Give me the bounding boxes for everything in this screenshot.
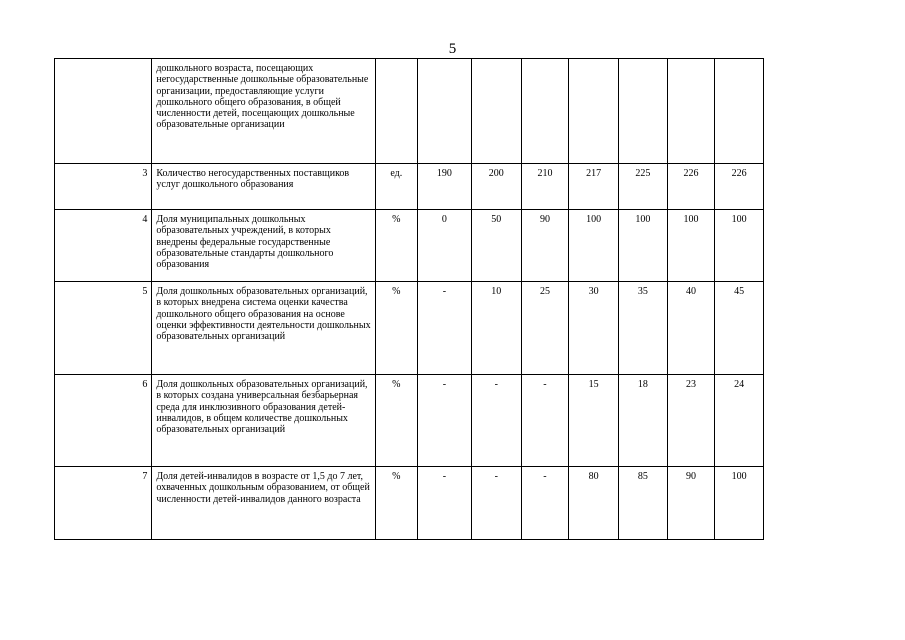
page-number: 5 [448, 41, 457, 57]
row-number-cell: 4 [55, 210, 152, 282]
value-cell [618, 59, 667, 164]
value-cell: 40 [667, 282, 715, 375]
row-number-cell [55, 59, 152, 164]
value-cell: 210 [521, 164, 569, 210]
value-cell: 100 [715, 467, 764, 540]
value-cell: 200 [471, 164, 521, 210]
row-number-cell: 7 [55, 467, 152, 540]
value-cell: 217 [569, 164, 619, 210]
value-cell: 225 [618, 164, 667, 210]
value-cell: 100 [667, 210, 715, 282]
table-row [55, 467, 764, 540]
indicator-description-cell: Доля детей-инвалидов в возрасте от 1,5 до 7 лет, охваченных дошкольным образованием, от общей численности детей-инвалидов данного возраста [152, 467, 375, 540]
value-cell [521, 59, 569, 164]
value-cell: 25 [521, 282, 569, 375]
value-cell [417, 59, 471, 164]
value-cell: 23 [667, 375, 715, 467]
unit-cell: % [375, 375, 417, 467]
unit-cell: % [375, 282, 417, 375]
value-cell: 100 [715, 210, 764, 282]
unit-cell: % [375, 210, 417, 282]
indicators-table [54, 58, 764, 540]
table-row [55, 210, 764, 282]
value-cell: 24 [715, 375, 764, 467]
value-cell [471, 59, 521, 164]
value-cell: 0 [417, 210, 471, 282]
indicator-description-cell: Доля дошкольных образовательных организаций, в которых внедрена система оценки качества дошкольного общего образования на основе оценки эффективности деятельности дошкольных образовательных организаций [152, 282, 375, 375]
value-cell: 10 [471, 282, 521, 375]
value-cell: 50 [471, 210, 521, 282]
unit-cell: % [375, 467, 417, 540]
value-cell: 18 [618, 375, 667, 467]
value-cell [667, 59, 715, 164]
value-cell: - [417, 282, 471, 375]
row-number-cell: 6 [55, 375, 152, 467]
value-cell: - [471, 375, 521, 467]
unit-cell [375, 59, 417, 164]
value-cell: 90 [667, 467, 715, 540]
value-cell: 80 [569, 467, 619, 540]
value-cell: 90 [521, 210, 569, 282]
unit-cell: ед. [375, 164, 417, 210]
row-number-cell: 5 [55, 282, 152, 375]
table-row [55, 164, 764, 210]
value-cell [715, 59, 764, 164]
table-row [55, 282, 764, 375]
row-number-cell: 3 [55, 164, 152, 210]
value-cell: 190 [417, 164, 471, 210]
value-cell: - [521, 467, 569, 540]
indicator-description-cell: Количество негосударственных поставщиков услуг дошкольного образования [152, 164, 375, 210]
value-cell: - [521, 375, 569, 467]
value-cell: 15 [569, 375, 619, 467]
value-cell: 226 [667, 164, 715, 210]
value-cell: 30 [569, 282, 619, 375]
table-row [55, 59, 764, 164]
indicator-description-cell: дошкольного возраста, посещающих негосударственные дошкольные образовательные организации, предоставляющие услуги дошкольного общего образования, в общей численности детей, посещающих дошкольные образовательные организации [152, 59, 375, 164]
value-cell: 100 [569, 210, 619, 282]
value-cell: 226 [715, 164, 764, 210]
indicator-description-cell: Доля муниципальных дошкольных образовательных учреждений, в которых внедрены федеральные государственные образовательные стандарты дошкольного образования [152, 210, 375, 282]
value-cell: 45 [715, 282, 764, 375]
value-cell: - [417, 467, 471, 540]
table-row [55, 375, 764, 467]
value-cell: - [417, 375, 471, 467]
value-cell [569, 59, 619, 164]
value-cell: 35 [618, 282, 667, 375]
value-cell: 100 [618, 210, 667, 282]
value-cell: - [471, 467, 521, 540]
value-cell: 85 [618, 467, 667, 540]
indicator-description-cell: Доля дошкольных образовательных организаций, в которых создана универсальная безбарьерная среда для инклюзивного образования детей-инвалидов, в общем количестве дошкольных образовательных организаций [152, 375, 375, 467]
